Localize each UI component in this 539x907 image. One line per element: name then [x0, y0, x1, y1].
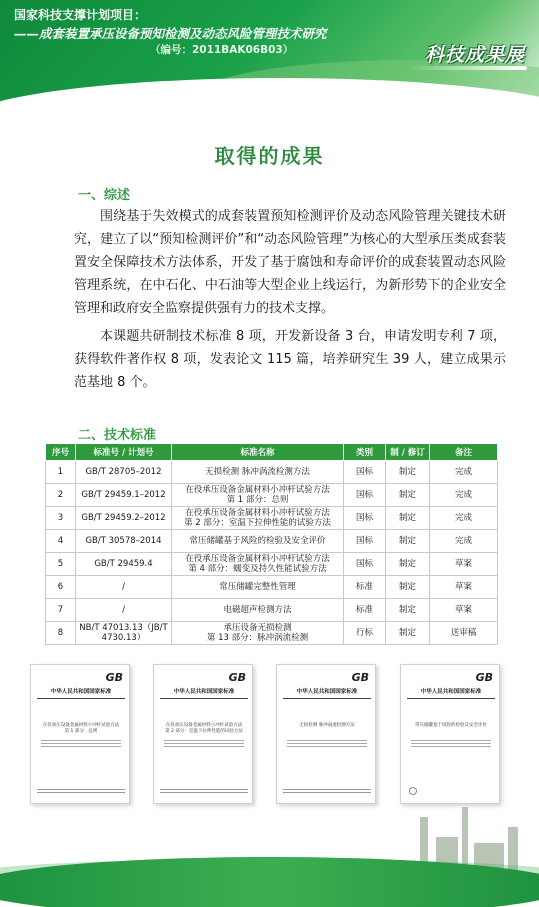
status-note: 完成 — [430, 507, 498, 530]
standard-document-cover — [153, 664, 253, 804]
standard-code: GB/T 29459.2–2012 — [76, 507, 172, 530]
document-subtitle-lines — [41, 739, 121, 747]
document-subtitle-lines — [164, 739, 244, 747]
standard-name: 无损检测 脉冲涡流检测方法 — [172, 461, 344, 484]
status-note: 草案 — [430, 576, 498, 599]
row-number: 4 — [46, 530, 76, 553]
document-title: 在役承压设备金属材料小冲杆试验方法 第 1 部分：总则 — [42, 723, 120, 734]
standard-name: 在役承压设备金属材料小冲杆试验方法 第 4 部分：蠕变及持久性能试验方法 — [172, 553, 344, 576]
divider — [160, 698, 248, 699]
row-number: 1 — [46, 461, 76, 484]
page-title: 取得的成果 — [214, 144, 325, 168]
gb-logo: GB — [228, 671, 246, 684]
section-heading-overview: 一、综述 — [78, 188, 131, 203]
document-subtitle-lines — [411, 739, 491, 747]
status-note: 草案 — [430, 599, 498, 622]
divider — [37, 698, 125, 699]
document-subtitle-lines — [287, 739, 367, 747]
gb-logo: GB — [475, 671, 493, 684]
divider — [407, 698, 495, 699]
standard-category: 标准 — [344, 576, 386, 599]
standard-name: 电磁超声检测方法 — [172, 599, 344, 622]
standards-table — [45, 443, 498, 645]
divider — [283, 698, 371, 699]
row-number: 5 — [46, 553, 76, 576]
document-header: 中华人民共和国国家标准 — [296, 689, 358, 695]
overview-paragraph-1: 围绕基于失效模式的成套装置预知检测评价及动态风险管理关键技术研究，建立了以“预知检测评价”和“动态风险管理”为核心的大型承压类成套装置安全保障技术方法体系，开发了基于腐蚀和寿命评价的成套装置动态风险管理系统，在中石化、中石油等大型企业上线运行，为新形势下的企业安全管理和政府安全监察提供强有力的技术支撑。 — [74, 209, 506, 316]
document-title: 在役承压设备金属材料小冲杆试验方法 第 2 部分：室温下拉伸性能的试验方法 — [165, 723, 243, 734]
standard-name: 常压储罐基于风险的检验及安全评价 — [172, 530, 344, 553]
standard-category: 标准 — [344, 599, 386, 622]
table-row — [46, 576, 498, 599]
standard-category: 国标 — [344, 507, 386, 530]
revision-type: 制定 — [386, 461, 430, 484]
column-header: 标准号 / 计划号 — [76, 444, 172, 461]
document-header: 中华人民共和国国家标准 — [50, 689, 112, 695]
row-number: 3 — [46, 507, 76, 530]
standard-code: NB/T 47013.13（JB/T 4730.13） — [76, 622, 172, 645]
standard-document-cover — [400, 664, 500, 804]
footer-wave — [0, 857, 539, 907]
status-note: 草案 — [430, 553, 498, 576]
standard-category: 国标 — [344, 553, 386, 576]
revision-type: 制定 — [386, 576, 430, 599]
section-heading-standards: 二、技术标准 — [78, 428, 157, 443]
gb-logo: GB — [105, 671, 123, 684]
row-number: 6 — [46, 576, 76, 599]
table-row — [46, 530, 498, 553]
project-label: 国家科技支撑计划项目： — [14, 8, 147, 22]
table-header-row — [46, 444, 498, 461]
status-note: 送审稿 — [430, 622, 498, 645]
project-number: （编号：2011BAK06B03） — [150, 44, 294, 56]
column-header: 标准名称 — [172, 444, 344, 461]
column-header: 备注 — [430, 444, 498, 461]
standard-document-cover — [276, 664, 376, 804]
standard-category: 行标 — [344, 622, 386, 645]
project-title: ——成套装置承压设备预知检测及动态风险管理技术研究 — [14, 26, 327, 41]
column-header: 序号 — [46, 444, 76, 461]
standard-code: / — [76, 576, 172, 599]
standard-category: 国标 — [344, 484, 386, 507]
standard-name: 在役承压设备金属材料小冲杆试验方法 第 1 部分：总则 — [172, 484, 344, 507]
standard-category: 国标 — [344, 530, 386, 553]
revision-type: 制定 — [386, 599, 430, 622]
standard-document-cover — [30, 664, 130, 804]
revision-type: 制定 — [386, 484, 430, 507]
standard-code: / — [76, 599, 172, 622]
standard-code: GB/T 30578–2014 — [76, 530, 172, 553]
gb-logo: GB — [351, 671, 369, 684]
revision-type: 制定 — [386, 507, 430, 530]
standard-code: GB/T 28705–2012 — [76, 461, 172, 484]
revision-type: 制定 — [386, 622, 430, 645]
standard-name: 在役承压设备金属材料小冲杆试验方法 第 2 部分：室温下拉伸性能的试验方法 — [172, 507, 344, 530]
row-number: 8 — [46, 622, 76, 645]
document-title: 无损检测 脉冲涡流检测方法 — [299, 723, 355, 728]
status-note: 完成 — [430, 484, 498, 507]
brand-logo-text: 科技成果展 — [424, 44, 525, 66]
column-header: 制 / 修订 — [386, 444, 430, 461]
document-header: 中华人民共和国国家标准 — [173, 689, 235, 695]
table-row — [46, 484, 498, 507]
revision-type: 制定 — [386, 530, 430, 553]
standard-code: GB/T 29459.4 — [76, 553, 172, 576]
header-banner — [0, 0, 539, 118]
standard-name: 承压设备无损检测 第 13 部分：脉冲涡流检测 — [172, 622, 344, 645]
table-row — [46, 622, 498, 645]
status-note: 完成 — [430, 461, 498, 484]
standard-name: 常压储罐完整性管理 — [172, 576, 344, 599]
overview-paragraph-2: 本课题共研制技术标准 8 项，开发新设备 3 台，申请发明专利 7 项，获得软件著作权 8 项，发表论文 115 篇，培养研究生 39 人，建立成果示范基地 8 个。 — [74, 329, 506, 390]
revision-type: 制定 — [386, 553, 430, 576]
standard-code: GB/T 29459.1–2012 — [76, 484, 172, 507]
document-header: 中华人民共和国国家标准 — [420, 689, 482, 695]
column-header: 类别 — [344, 444, 386, 461]
table-row — [46, 507, 498, 530]
table-row — [46, 553, 498, 576]
table-row — [46, 599, 498, 622]
standard-category: 国标 — [344, 461, 386, 484]
row-number: 2 — [46, 484, 76, 507]
status-note: 完成 — [430, 530, 498, 553]
table-row — [46, 461, 498, 484]
brand-swoosh — [407, 66, 527, 70]
document-title: 常压储罐基于风险的检验及安全评价 — [415, 723, 487, 728]
footer-decoration — [0, 792, 539, 907]
row-number: 7 — [46, 599, 76, 622]
